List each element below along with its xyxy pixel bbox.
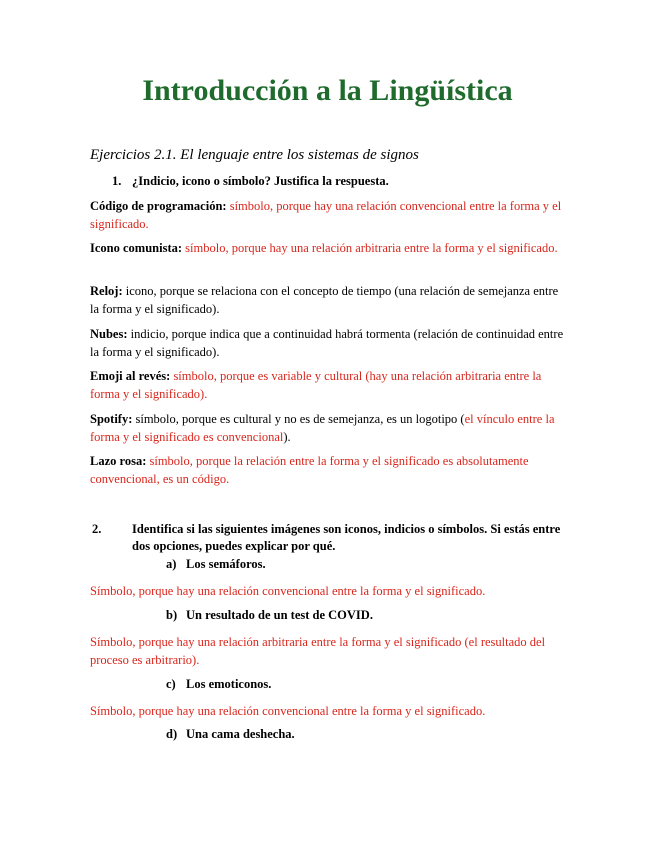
item-answer: símbolo, porque es cultural y no es de semejanza, es un logotipo ( — [135, 412, 465, 426]
item-label: Lazo rosa: — [90, 454, 147, 468]
exercise-subtitle: Ejercicios 2.1. El lenguaje entre los sistemas de signos — [90, 147, 419, 163]
sub-letter: c) — [166, 677, 176, 691]
sub-letter: a) — [166, 557, 177, 571]
sub-text: Una cama deshecha. — [186, 727, 295, 741]
sub-answer-b: Símbolo, porque hay una relación arbitraria entre la forma y el significado (el resultado del proceso es arbitrario). — [90, 635, 546, 667]
item-label: Spotify: — [90, 412, 133, 426]
item-answer: símbolo, porque hay una relación convencional entre la forma y el significado. — [90, 199, 562, 231]
sub-answer-a: Símbolo, porque hay una relación convencional entre la forma y el significado. — [90, 584, 486, 598]
item-answer: indicio, porque indica que a continuidad habrá tormenta (relación de continuidad entre la forma y el significado). — [90, 327, 564, 359]
question-number: 2. — [92, 522, 102, 536]
answer-item — [90, 282, 570, 318]
sub-letter: d) — [166, 727, 178, 741]
sub-answer-c: Símbolo, porque hay una relación convencional entre la forma y el significado. — [90, 704, 486, 718]
answer-item — [90, 197, 570, 233]
question-2 — [92, 521, 572, 555]
item-label: Reloj: — [90, 284, 123, 298]
item-label: Emoji al revés: — [90, 369, 171, 383]
answer-item — [90, 325, 570, 361]
item-answer: icono, porque se relaciona con el concepto de tiempo (una relación de semejanza entre la forma y el significado). — [90, 284, 559, 316]
sub-text: Los semáforos. — [186, 557, 266, 571]
sub-question-d — [166, 727, 295, 742]
question-text: Identifica si las siguientes imágenes son iconos, indicios o símbolos. Si estás entre dos opciones, puedes explicar por qué. — [132, 522, 561, 553]
answer-item — [90, 239, 570, 257]
question-text: ¿Indicio, icono o símbolo? Justifica la respuesta. — [132, 174, 389, 188]
sub-letter: b) — [166, 608, 178, 622]
page-title: Introducción a la Lingüística — [142, 74, 513, 107]
item-label: Código de programación: — [90, 199, 227, 213]
item-label: Icono comunista: — [90, 241, 183, 255]
question-number: 1. — [112, 174, 122, 188]
item-answer-highlight: el vínculo entre la forma y el significado es convencional — [90, 412, 555, 444]
answer-item — [90, 452, 570, 488]
item-label: Nubes: — [90, 327, 128, 341]
answer-item — [90, 410, 570, 446]
item-answer: símbolo, porque es variable y cultural (hay una relación arbitraria entre la forma y el significado). — [90, 369, 542, 401]
item-answer: símbolo, porque hay una relación arbitraria entre la forma y el significado. — [185, 241, 558, 255]
sub-text: Un resultado de un test de COVID. — [186, 608, 373, 622]
item-answer: símbolo, porque la relación entre la forma y el significado es absolutamente convencional, es un código. — [90, 454, 529, 486]
sub-text: Los emoticonos. — [186, 677, 272, 691]
answer-item — [90, 367, 570, 403]
question-1 — [112, 173, 389, 190]
sub-question-c — [166, 677, 271, 692]
item-answer-end: ). — [283, 430, 291, 444]
sub-question-b — [166, 608, 373, 623]
sub-question-a — [166, 557, 266, 572]
